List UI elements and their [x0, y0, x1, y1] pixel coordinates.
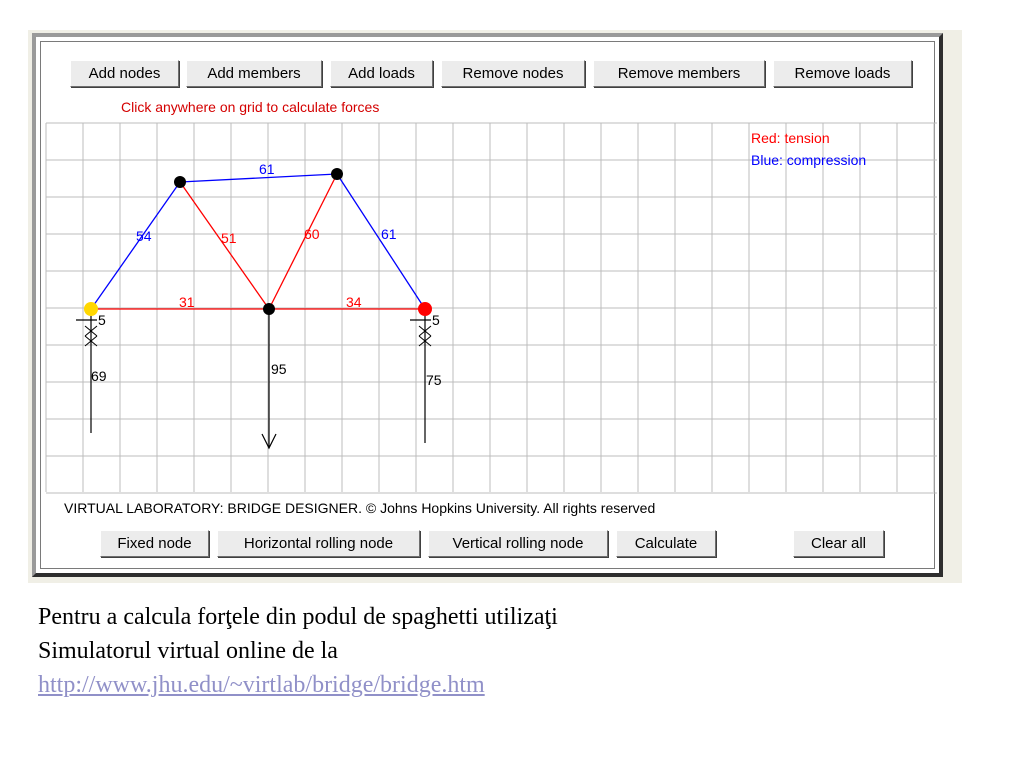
- fixed-node-button[interactable]: Fixed node: [100, 530, 209, 557]
- loads-layer: [76, 309, 431, 448]
- load-value-label: 95: [271, 361, 287, 377]
- caption-line-1: Pentru a calcula forţele din podul de spaghetti utilizaţi: [38, 604, 558, 630]
- horizontal-reaction-label: 5: [98, 312, 106, 328]
- add-members-button[interactable]: Add members: [186, 60, 322, 87]
- horizontal-reaction-label: 5: [432, 312, 440, 328]
- caption-line-2: Simulatorul virtual online de la: [38, 638, 338, 664]
- legend-compression: Blue: compression: [751, 152, 867, 168]
- member-force-label: 51: [221, 230, 237, 246]
- member-force-label: 34: [346, 294, 362, 310]
- instruction-text: Click anywhere on grid to calculate forces: [121, 99, 380, 115]
- member-force-label: 61: [259, 161, 275, 177]
- member-force-label: 61: [381, 226, 397, 242]
- remove-nodes-button[interactable]: Remove nodes: [441, 60, 585, 87]
- truss-node-support-left: [84, 302, 98, 316]
- caption: [38, 600, 558, 702]
- legend-tension: Red: tension: [751, 130, 830, 146]
- member-force-label: 60: [304, 226, 320, 242]
- remove-loads-button[interactable]: Remove loads: [773, 60, 912, 87]
- truss-member: [269, 174, 337, 309]
- add-nodes-button[interactable]: Add nodes: [70, 60, 179, 87]
- copyright-text: VIRTUAL LABORATORY: BRIDGE DESIGNER. © Johns Hopkins University. All rights reserved: [64, 500, 656, 516]
- reaction-value-label: 69: [91, 368, 107, 384]
- truss-node-top-left: [174, 176, 186, 188]
- reaction-value-label: 75: [426, 372, 442, 388]
- labels-layer: [91, 161, 442, 388]
- vertical-rolling-node-button[interactable]: Vertical rolling node: [428, 530, 608, 557]
- truss-node-support-right: [418, 302, 432, 316]
- add-loads-button[interactable]: Add loads: [330, 60, 433, 87]
- remove-members-button[interactable]: Remove members: [593, 60, 765, 87]
- horizontal-rolling-node-button[interactable]: Horizontal rolling node: [217, 530, 420, 557]
- truss-node-bottom-middle: [263, 303, 275, 315]
- bridge-simulator-link[interactable]: http://www.jhu.edu/~virtlab/bridge/bridge.htm: [38, 672, 485, 698]
- clear-all-button[interactable]: Clear all: [793, 530, 884, 557]
- calculate-button[interactable]: Calculate: [616, 530, 716, 557]
- member-force-label: 54: [136, 228, 152, 244]
- truss-node-top-right: [331, 168, 343, 180]
- member-force-label: 31: [179, 294, 195, 310]
- truss-member: [91, 182, 180, 309]
